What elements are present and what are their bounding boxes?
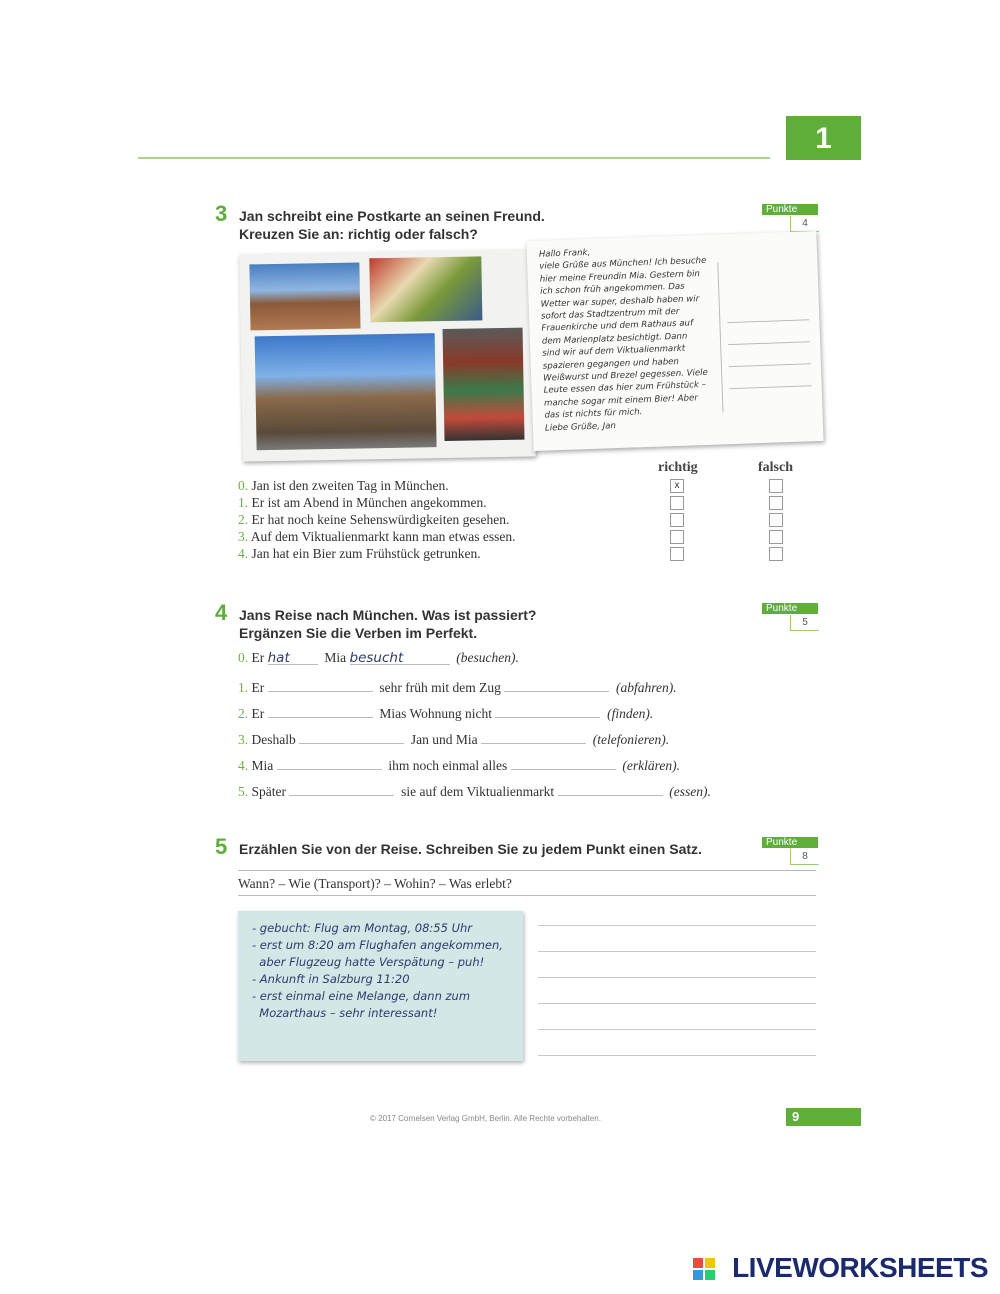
fill-in-2[interactable]: besucht	[350, 650, 450, 665]
item-text: Er	[251, 680, 265, 695]
address-line	[728, 341, 810, 345]
writing-line[interactable]	[538, 1003, 816, 1004]
points-label: Punkte	[762, 603, 818, 614]
statement-text: Jan ist den zweiten Tag in München.	[251, 478, 449, 493]
postcard-line: Leute essen das hier zum Frühstück –	[543, 380, 707, 397]
item-verb: (essen).	[669, 784, 711, 799]
task4-title	[239, 606, 536, 642]
liveworksheets-watermark: LIVEWORKSHEETS	[732, 1252, 988, 1283]
photo-food	[369, 256, 482, 322]
statement-num: 1.	[238, 495, 249, 510]
liveworksheets-logo-icon	[693, 1258, 715, 1280]
prompt-rule-top	[238, 870, 816, 871]
fill-in-1[interactable]: hat	[268, 650, 318, 665]
points-label: Punkte	[762, 204, 818, 215]
points-label: Punkte	[762, 837, 818, 848]
fill-in-2[interactable]	[558, 781, 663, 796]
statement-text: Er ist am Abend in München angekommen.	[251, 495, 487, 510]
item-verb: (besuchen).	[456, 650, 519, 665]
postcard-line: hier meine Freundin Mia. Gestern bin	[539, 268, 701, 285]
postcard-line: Hallo Frank,	[538, 247, 591, 260]
photo-rathaus	[255, 333, 437, 450]
fill-in-2[interactable]	[495, 703, 600, 718]
item-num: 1.	[238, 680, 249, 695]
checkbox-richtig-1[interactable]	[670, 496, 684, 510]
postcard-line: viele Grüße aus München! Ich besuche	[539, 256, 707, 273]
fill-in-1[interactable]	[268, 677, 373, 692]
item-text: Mia	[251, 758, 274, 773]
address-line	[729, 363, 811, 367]
note-line: - gebucht: Flug am Montag, 08:55 Uhr	[252, 921, 473, 935]
statement-num: 3.	[238, 529, 249, 544]
item-verb: (finden).	[607, 706, 654, 721]
writing-line[interactable]	[538, 977, 816, 978]
statement-num: 4.	[238, 546, 249, 561]
exercise4-item-4	[238, 755, 680, 774]
task5-prompt: Wann? – Wie (Transport)? – Wohin? – Was erlebt?	[238, 876, 512, 891]
item-text: Später	[251, 784, 286, 799]
task3-title	[239, 207, 545, 243]
item-text: sie auf dem Viktualienmarkt	[401, 784, 555, 799]
item-text: Er	[251, 650, 265, 665]
item-num: 0.	[238, 650, 249, 665]
postcard-line: Wetter war super, deshalb haben wir	[540, 293, 700, 310]
checkbox-falsch-0[interactable]	[769, 479, 783, 493]
checkbox-falsch-2[interactable]	[769, 513, 783, 527]
postcard-text	[539, 242, 725, 434]
task3-title-line1: Jan schreibt eine Postkarte an seinen Freund.	[239, 208, 545, 224]
note-line: - Ankunft in Salzburg 11:20	[252, 972, 410, 986]
item-verb: (telefonieren).	[592, 732, 670, 747]
task5-number: 5	[215, 834, 228, 859]
checkbox-richtig-2[interactable]	[670, 513, 684, 527]
fill-in-1[interactable]	[289, 781, 394, 796]
statement-num: 0.	[238, 478, 249, 493]
copyright: © 2017 Cornelsen Verlag GmbH, Berlin. Alle Rechte vorbehalten.	[370, 1114, 601, 1123]
address-line	[727, 319, 809, 323]
task5-title: Erzählen Sie von der Reise. Schreiben Sie zu jedem Punkt einen Satz.	[239, 841, 702, 857]
item-verb: (abfahren).	[615, 680, 677, 695]
task3-number: 3	[215, 201, 228, 226]
statement-1	[238, 495, 487, 511]
checkbox-falsch-1[interactable]	[769, 496, 783, 510]
exercise4-item-2	[238, 703, 653, 722]
statement-num: 2.	[238, 512, 249, 527]
checkbox-richtig-4[interactable]	[670, 547, 684, 561]
item-num: 2.	[238, 706, 249, 721]
exercise4-item-3	[238, 729, 669, 748]
fill-in-2[interactable]	[511, 755, 616, 770]
item-text: Jan und Mia	[410, 732, 478, 747]
task3-points-box	[762, 204, 818, 232]
points-value: 8	[790, 849, 819, 865]
postcard-line: spazieren gegangen und haben	[542, 356, 680, 372]
header-rule	[138, 157, 770, 159]
note-line: aber Flugzeug hatte Verspätung – puh!	[252, 955, 485, 969]
postcard-line: das ist nichts für mich.	[544, 407, 643, 421]
postcard-line: sofort das Stadtzentrum mit der	[540, 306, 680, 322]
statement-text: Auf dem Viktualienmarkt kann man etwas essen.	[250, 529, 516, 544]
fill-in-1[interactable]	[277, 755, 382, 770]
exercise4-item-0	[238, 650, 519, 666]
postcard-line: ich schon früh angekommen. Das	[540, 281, 685, 297]
note-line: - erst einmal eine Melange, dann zum	[252, 989, 471, 1003]
checkbox-falsch-4[interactable]	[769, 547, 783, 561]
writing-line[interactable]	[538, 1029, 816, 1030]
chapter-number: 1	[786, 116, 861, 160]
writing-line[interactable]	[538, 951, 816, 952]
col-falsch: falsch	[758, 460, 793, 475]
note-line: Mozarthaus – sehr interessant!	[252, 1006, 438, 1020]
statement-3	[238, 529, 516, 545]
item-num: 5.	[238, 784, 249, 799]
col-richtig: richtig	[658, 460, 698, 475]
item-num: 3.	[238, 732, 249, 747]
checkbox-richtig-3[interactable]	[670, 530, 684, 544]
points-value: 5	[790, 615, 819, 631]
item-text: Mia	[324, 650, 347, 665]
exercise4-item-1	[238, 677, 677, 696]
postcard-line: Weißwurst und Brezel gegessen. Viele	[543, 367, 709, 384]
statement-text: Jan hat ein Bier zum Frühstück getrunken.	[251, 546, 481, 561]
item-text: ihm noch einmal alles	[388, 758, 508, 773]
photo-glockenspiel	[443, 328, 525, 441]
page-number: 9	[786, 1108, 861, 1126]
item-num: 4.	[238, 758, 249, 773]
item-verb: (erklären).	[622, 758, 680, 773]
task3-title-line2: Kreuzen Sie an: richtig oder falsch?	[239, 226, 478, 242]
task4-points-box	[762, 603, 818, 631]
task5-points-box	[762, 837, 818, 865]
fill-in-1[interactable]	[299, 729, 404, 744]
postcard-line: Frauenkirche und dem Rathaus auf	[541, 318, 694, 335]
postcard-line: manche sogar mit einem Bier! Aber	[543, 393, 698, 409]
postcard	[526, 231, 823, 451]
item-text: Deshalb	[251, 732, 296, 747]
fill-in-2[interactable]	[481, 729, 586, 744]
item-text: Er	[251, 706, 265, 721]
statement-2	[238, 512, 509, 528]
points-value: 4	[790, 216, 819, 232]
photo-frauenkirche	[249, 262, 360, 330]
postcard-line: sind wir auf dem Viktualienmarkt	[542, 343, 686, 359]
notes-card	[238, 911, 523, 1061]
writing-line[interactable]	[538, 925, 816, 926]
postcard-line: dem Marienplatz besichtigt. Dann	[541, 331, 688, 347]
checkbox-falsch-3[interactable]	[769, 530, 783, 544]
statement-0	[238, 478, 449, 494]
prompt-rule-bottom	[238, 895, 816, 896]
fill-in-1[interactable]	[268, 703, 373, 718]
task4-number: 4	[215, 600, 228, 625]
writing-line[interactable]	[538, 1055, 816, 1056]
photo-collage	[239, 249, 536, 461]
task4-title-line1: Jans Reise nach München. Was ist passiert?	[239, 607, 537, 623]
checkbox-richtig-0[interactable]: x	[670, 479, 684, 493]
exercise4-item-5	[238, 781, 711, 800]
item-text: Mias Wohnung nicht	[379, 706, 493, 721]
item-text: sehr früh mit dem Zug	[379, 680, 501, 695]
postcard-line: Liebe Grüße, Jan	[544, 420, 617, 434]
statement-4	[238, 546, 481, 562]
task4-title-line2: Ergänzen Sie die Verben im Perfekt.	[239, 625, 478, 641]
address-line	[730, 385, 812, 389]
statement-text: Er hat noch keine Sehenswürdigkeiten gesehen.	[251, 512, 510, 527]
fill-in-2[interactable]	[504, 677, 609, 692]
note-line: - erst um 8:20 am Flughafen angekommen,	[252, 938, 503, 952]
